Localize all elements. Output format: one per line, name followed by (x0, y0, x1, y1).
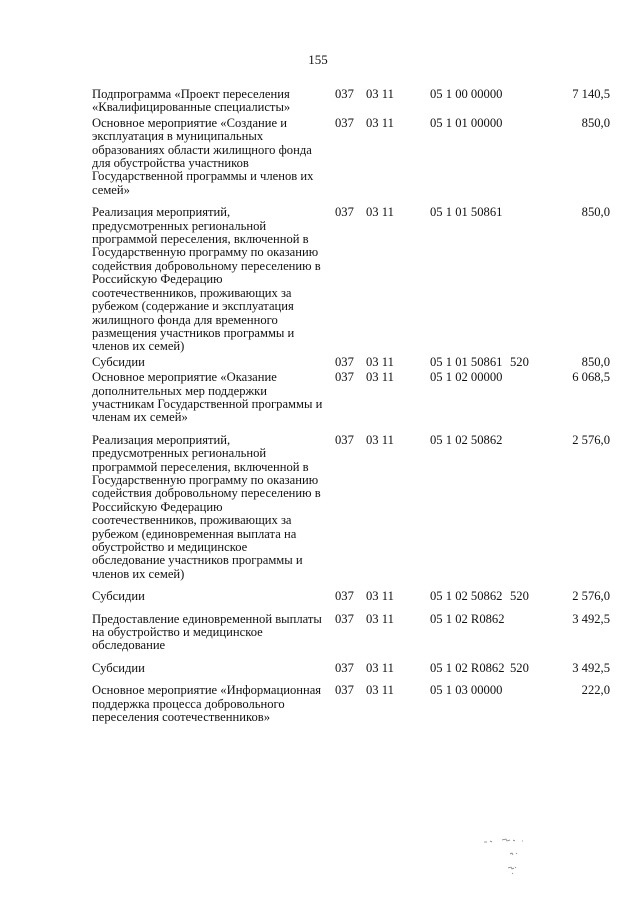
row-expense-type-code (510, 88, 548, 117)
table-row (92, 206, 610, 355)
row-section-code: 03 11 (366, 683, 394, 698)
row-main-admin-code: 037 (335, 589, 354, 604)
row-amount: 2 576,0 (572, 589, 610, 604)
row-expense-type-code: 520 (510, 589, 529, 604)
row-main-admin-code: 037 (335, 370, 354, 385)
row-target-article-code: 05 1 01 00000 (430, 115, 503, 130)
row-expense-type-code (510, 117, 548, 206)
row-expense-type-code (510, 206, 548, 355)
row-name: Основное мероприятие «Создание и эксплуатация в муниципальных образованиях области жилищного фонда для обустройства участников Государственной программы и членов их семей» (92, 115, 314, 197)
scan-artifact-marks (482, 832, 542, 882)
row-amount: 850,0 (581, 115, 610, 130)
row-name: Субсидии (92, 589, 145, 604)
row-target-article-code: 05 1 01 50861 (430, 205, 503, 220)
row-expense-type-code: 520 (510, 354, 529, 369)
row-name: Реализация мероприятий, предусмотренных региональной программой переселения, включенной в Государственную программу по оказанию содействия добровольному переселению в Российскую Федерацию соотечественников, проживающих за рубежом (содержание и эксплуатация жилищного фонда для временного размещения участников программы и членов их семей) (92, 205, 321, 354)
row-main-admin-code: 037 (335, 87, 354, 101)
table-row (92, 684, 610, 733)
row-target-article-code: 05 1 02 R0862 (430, 660, 505, 675)
row-main-admin-code: 037 (335, 354, 354, 369)
row-target-article-code: 05 1 02 R0862 (430, 611, 505, 626)
row-main-admin-code: 037 (335, 660, 354, 675)
row-target-article-code: 05 1 01 50861 (430, 354, 503, 369)
row-expense-type-code (510, 371, 548, 434)
table-row (92, 434, 610, 590)
row-section-code: 03 11 (366, 611, 394, 626)
row-amount: 3 492,5 (572, 660, 610, 675)
budget-table (92, 88, 610, 733)
row-expense-type-code (510, 434, 548, 590)
table-row (92, 662, 610, 684)
table-row (92, 371, 610, 434)
row-amount: 850,0 (581, 354, 610, 369)
table-row (92, 117, 610, 206)
row-name: Подпрограмма «Проект переселения «Квалифицированные специалисты» (92, 87, 291, 115)
row-target-article-code: 05 1 02 50862 (430, 432, 503, 447)
row-section-code: 03 11 (366, 205, 394, 220)
row-expense-type-code (510, 684, 548, 733)
row-section-code: 03 11 (366, 354, 394, 369)
row-section-code: 03 11 (366, 432, 394, 447)
row-amount: 850,0 (581, 205, 610, 220)
row-name: Субсидии (92, 354, 145, 369)
row-amount: 2 576,0 (572, 432, 610, 447)
table-row (92, 88, 610, 117)
row-main-admin-code: 037 (335, 115, 354, 130)
row-target-article-code: 05 1 03 00000 (430, 683, 503, 698)
row-expense-type-code: 520 (510, 660, 529, 675)
row-target-article-code: 05 1 00 00000 (430, 87, 503, 101)
row-main-admin-code: 037 (335, 205, 354, 220)
row-amount: 3 492,5 (572, 611, 610, 626)
row-main-admin-code: 037 (335, 432, 354, 447)
row-target-article-code: 05 1 02 50862 (430, 589, 503, 604)
row-section-code: 03 11 (366, 115, 394, 130)
row-name: Реализация мероприятий, предусмотренных региональной программой переселения, включенной в Государственную программу по оказанию содействия добровольному переселению в Российскую Федерацию соотечественников, проживающих за рубежом (единовременная выплата на обустройство и медицинское обследование участников программы и членов их семей) (92, 432, 321, 581)
row-section-code: 03 11 (366, 370, 394, 385)
row-expense-type-code (510, 613, 548, 662)
row-section-code: 03 11 (366, 660, 394, 675)
row-section-code: 03 11 (366, 87, 394, 101)
row-name: Основное мероприятие «Оказание дополнительных мер поддержки участникам Государственной программы и членам их семей» (92, 370, 323, 425)
row-main-admin-code: 037 (335, 611, 354, 626)
row-amount: 6 068,5 (572, 370, 610, 385)
row-target-article-code: 05 1 02 00000 (430, 370, 503, 385)
row-name: Субсидии (92, 660, 145, 675)
row-main-admin-code: 037 (335, 683, 354, 698)
table-row (92, 356, 610, 371)
table-row (92, 590, 610, 612)
row-amount: 7 140,5 (572, 87, 610, 101)
row-name: Основное мероприятие «Информационная поддержка процесса добровольного переселения соотечественников» (92, 683, 322, 725)
row-amount: 222,0 (581, 683, 610, 698)
table-row (92, 613, 610, 662)
row-section-code: 03 11 (366, 589, 394, 604)
row-name: Предоставление единовременной выплаты на обустройство и медицинское обследование (92, 611, 322, 653)
page-number: 155 (308, 52, 328, 67)
